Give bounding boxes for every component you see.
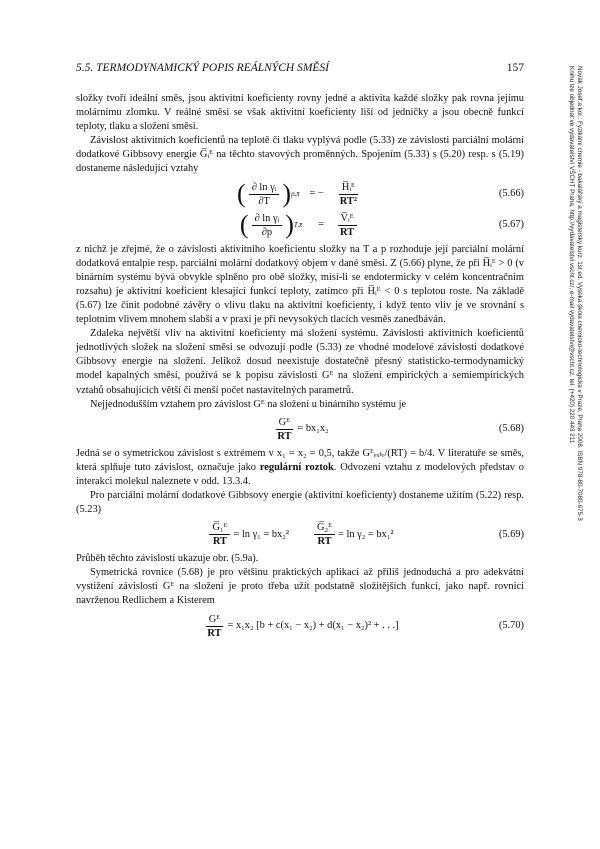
equation-number: (5.66) <box>498 188 524 200</box>
term-regular-solution: regulární roztok <box>259 461 334 473</box>
paragraph <box>76 447 524 489</box>
eq-numerator: G̅₁ᴱ <box>209 521 230 535</box>
running-header <box>76 62 524 74</box>
eq-sign: = − <box>309 188 324 200</box>
equation-5-66: ( $\frac{\text{∂ ln γᵢ}}{\partial T}$ ) p,x̄ = − $\frac{\text{H̅ᵢᴱ}}{\text{RT²}}$ (5.66) <box>237 179 524 209</box>
paragraph: Pro parciální molární dodatkové Gibbsovy energie (aktivitní koeficienty) dostaneme užitím (5.22) resp. (5.23) <box>76 489 524 516</box>
side-note-citation: Novák Josef a kol.: Fyzikální chemie - bakalářský a magisterský kurz. 1st ed. Vysoká škola chemicko-technologická v Praze, Praha 2008. ISBN 978-80-7080-675-3 <box>576 66 583 521</box>
side-note-order-info: Knihu lze objednat ve vydavatelství VŠCHT Praha, http://vydavatelstvi.vscht.cz/, e-mail vydavatelstvi@vscht.cz, tel. (+420) 220 443 211 <box>568 66 575 444</box>
page-body <box>76 92 524 644</box>
equation-number: (5.68) <box>498 423 524 435</box>
eq-denominator: RT <box>317 536 332 548</box>
eq-numerator: V̅ᵢᴱ <box>338 212 357 226</box>
paragraph: z nichž je zřejmé, že o závislosti aktivitního koeficientu složky na T a p rozhoduje její parciální molární dodatková entalpie resp. parciální molární dodatkový objem v dané směsi. Z (5.66) plyne, že při H̅ᵢᴱ > 0 (v binárním systému bývá obvykle splněno pro obě složky, mísí-li se endotermicky v celém koncentračním rozsahu) je aktivitní koeficient klesající funkcí teploty, zatímco při H̅ᵢᴱ < 0 s teplotou roste. Na základě (5.67) lze činit podobné závěry o vlivu tlaku na aktivitní koeficienty, i když tento vliv je ve srovnání s teplotním vlivem mnohem slabší a v praxi je při nevysokých tlacích vesměs zanedbáván. <box>76 243 524 326</box>
equation-number: (5.67) <box>498 219 524 231</box>
eq-denominator: RT <box>212 536 227 548</box>
equation-number: (5.69) <box>498 528 524 540</box>
eq-denominator: ∂T <box>258 195 270 207</box>
eq-subscript: T,x̄ <box>293 221 303 230</box>
eq-rhs: = x₁x₂ [b + c(x₁ − x₂) + d(x₁ − x₂)² + . . .] <box>227 619 399 631</box>
eq-numerator: Gᴱ <box>276 416 293 430</box>
eq-rhs: = bx₁x₂ <box>297 423 329 435</box>
paragraph: Nejjednodušším vztahem pro závislost Gᴱ na složení u binárního systému je <box>90 398 407 410</box>
equation-5-69 <box>76 521 524 548</box>
eq-numerator: H̅ᵢᴱ <box>339 181 358 195</box>
eq-numerator: ∂ ln γᵢ <box>252 212 283 226</box>
eq-denominator: RT <box>340 226 355 238</box>
paragraph: Zdaleka největší vliv na aktivitní koeficienty má složení systému. Závislosti aktivitních koeficientů jednotlivých složek na složení směsi se odvozují podle (5.33) ze vhodné modelové závislosti dodatkové Gibbsovy energie na složení. Jelikož dosud neexistuje dostatečně přesný statisticko-termodynamický model kapalných směsí, používá se k popisu závislosti Gᴱ na složení empirických a semiempirických vztahů obsahujících větší či menší počet nastavitelných parametrů. <box>76 328 524 396</box>
side-note <box>567 66 583 766</box>
eq-denominator: RT <box>207 627 222 639</box>
equation-5-67: ( $\frac{\text{∂ ln γᵢ}}{\partial p}$ ) T,x̄ = $\frac{\text{V̅ᵢᴱ}}{RT}$ (5.67) <box>239 210 524 240</box>
eq-numerator: ∂ ln γᵢ <box>249 181 280 195</box>
eq-sign: = <box>318 219 325 231</box>
eq-numerator: G̅₂ᴱ <box>314 521 335 535</box>
text-run: Jedná se o symetrickou závislost s extrémem v x₁ = x₂ = 0,5, takže Gᴱₑₓₜᵣ/(RT) = b/4. V literatuře se směs, která splňuje tuto závislost, označuje jako <box>76 447 524 473</box>
eq-subscript: p,x̄ <box>291 190 300 199</box>
text-run: . Odvození vztahu z modelových představ o interakci molekul naleznete v odd. 13.3.4. <box>76 461 524 487</box>
paragraph: složky tvoří ideální směs, jsou aktivitní koeficienty rovny jedné a aktivita každé složky pak rovna jejímu molárnímu zlomku. V reálné směsi se však aktivitní koeficienty liší od jedničky a jsou obecně funkcí teploty, tlaku a složení směsi. <box>76 93 524 133</box>
equation-5-68 <box>76 416 524 443</box>
eq-denominator: RT <box>277 430 292 442</box>
paragraph: Průběh těchto závislostí ukazuje obr. (5.9a). <box>76 553 259 565</box>
eq-denominator: RT² <box>339 195 357 207</box>
paragraph: Závislost aktivitních koeficientů na teplotě či tlaku vyplývá podle (5.33) ze závislosti parciální molární dodatkové Gibbsovy energie G̅ᵢᴱ na těchto stavových proměnných. Spojením (5.33) s (5.20) resp. s (5.19) dostaneme následující vztahy <box>76 135 524 175</box>
equation-5-70 <box>76 613 524 640</box>
eq-rhs: = ln γ₁ = bx₂² <box>233 528 289 540</box>
eq-denominator: ∂p <box>261 226 273 238</box>
section-title: 5.5. TERMODYNAMICKÝ POPIS REÁLNÝCH SMĚSÍ <box>76 62 329 74</box>
equation-number: (5.70) <box>498 619 524 631</box>
eq-rhs: = ln γ₂ = bx₁² <box>337 528 394 540</box>
page-number: 157 <box>506 62 524 74</box>
paragraph: Symetrická rovnice (5.68) je pro většinu praktických aplikací až příliš jednoduchá a pro adekvátní vystižení závislosti Gᴱ na složení je proto třeba užít podstatně složitějších funkcí, jako např. rovnici navrženou Redlichem a Kisterem <box>76 567 524 607</box>
eq-numerator: Gᴱ <box>206 613 223 627</box>
